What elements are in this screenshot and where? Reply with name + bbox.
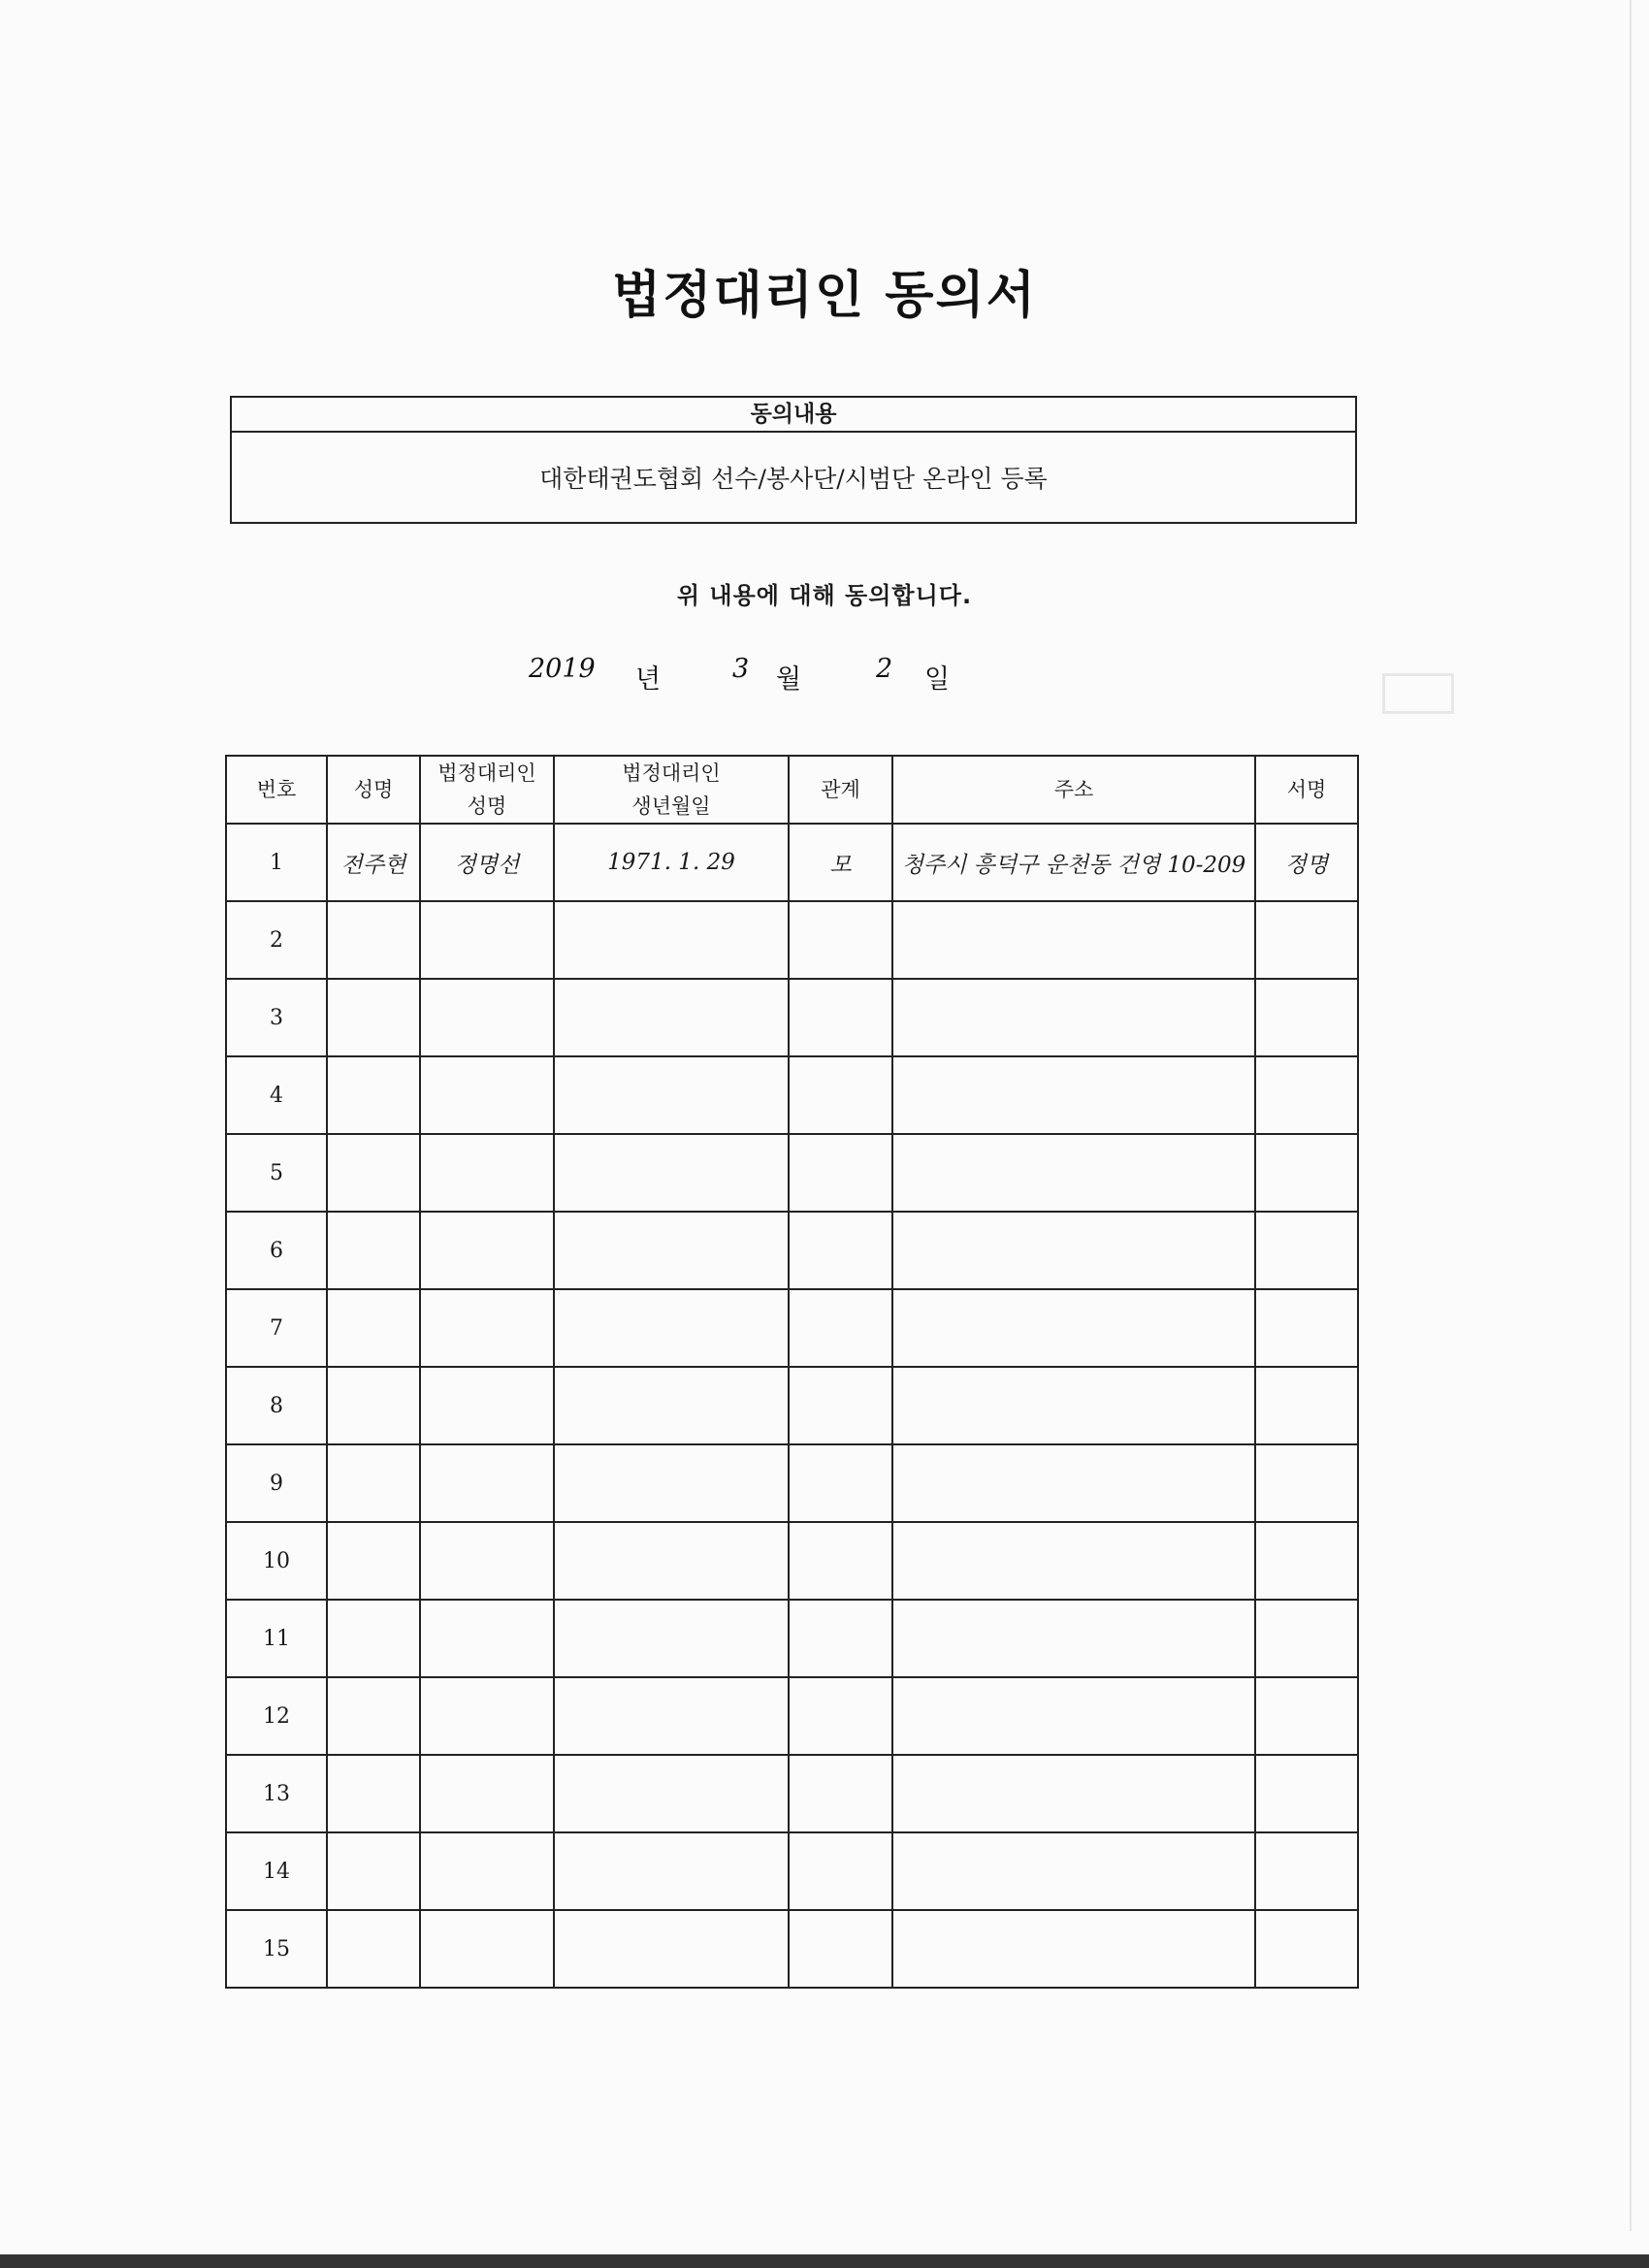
table-row xyxy=(226,1212,1358,1289)
table-row xyxy=(226,1522,1358,1600)
cell-no: 13 xyxy=(226,1755,327,1832)
cell-signature xyxy=(1255,1212,1358,1289)
date-month-handwritten: 3 xyxy=(732,654,750,684)
cell-signature xyxy=(1255,1289,1358,1367)
table-row xyxy=(226,1600,1358,1677)
cell-guardian-birth xyxy=(554,1056,789,1134)
cell-signature xyxy=(1255,1600,1358,1677)
cell-name xyxy=(327,1212,420,1289)
cell-guardian-birth xyxy=(554,979,789,1056)
cell-guardian-name xyxy=(420,1600,554,1677)
cell-name xyxy=(327,1367,420,1444)
cell-guardian-birth xyxy=(554,1289,789,1367)
cell-signature: 정명 xyxy=(1255,824,1358,901)
cell-guardian-name xyxy=(420,1832,554,1910)
cell-address xyxy=(892,1289,1255,1367)
cell-relation xyxy=(789,1755,892,1832)
cell-name xyxy=(327,1910,420,1988)
cell-relation xyxy=(789,1212,892,1289)
consent-text: 대한태권도협회 선수/봉사단/시범단 온라인 등록 xyxy=(539,465,1048,493)
table-row xyxy=(226,1444,1358,1522)
date-year-handwritten: 2019 xyxy=(529,654,596,684)
cell-guardian-name xyxy=(420,1289,554,1367)
cell-relation: 모 xyxy=(789,824,892,901)
cell-signature xyxy=(1255,1755,1358,1832)
cell-relation xyxy=(789,901,892,979)
cell-guardian-birth xyxy=(554,1755,789,1832)
table-row xyxy=(226,979,1358,1056)
date-year-label: 년 xyxy=(635,664,662,695)
cell-no: 14 xyxy=(226,1832,327,1910)
consent-box xyxy=(230,396,1357,524)
cell-guardian-birth xyxy=(554,1212,789,1289)
cell-address xyxy=(892,1134,1255,1212)
cell-address xyxy=(892,1910,1255,1988)
cell-name xyxy=(327,1832,420,1910)
header-guardian-name: 법정대리인 성명 xyxy=(420,756,554,824)
cell-name xyxy=(327,1677,420,1755)
header-guardian-birth: 법정대리인 생년월일 xyxy=(554,756,789,824)
cell-relation xyxy=(789,1910,892,1988)
cell-no: 10 xyxy=(226,1522,327,1600)
cell-guardian-birth xyxy=(554,1832,789,1910)
cell-guardian-name xyxy=(420,1367,554,1444)
cell-address xyxy=(892,1367,1255,1444)
cell-signature xyxy=(1255,1056,1358,1134)
cell-no: 2 xyxy=(226,901,327,979)
cell-guardian-name xyxy=(420,1444,554,1522)
cell-name xyxy=(327,1134,420,1212)
cell-relation xyxy=(789,1367,892,1444)
table-header-row xyxy=(226,756,1358,824)
cell-signature xyxy=(1255,979,1358,1056)
cell-guardian-birth xyxy=(554,1444,789,1522)
cell-name xyxy=(327,1289,420,1367)
cell-relation xyxy=(789,1832,892,1910)
table-row xyxy=(226,1755,1358,1832)
document-title: 법정대리인 동의서 xyxy=(612,267,1037,325)
cell-no: 6 xyxy=(226,1212,327,1289)
cell-address xyxy=(892,1755,1255,1832)
cell-no: 8 xyxy=(226,1367,327,1444)
cell-address xyxy=(892,1522,1255,1600)
cell-address xyxy=(892,901,1255,979)
cell-address xyxy=(892,979,1255,1056)
table-row xyxy=(226,824,1358,901)
page-edge-bottom xyxy=(0,2254,1649,2268)
consent-header: 동의내용 xyxy=(232,398,1355,433)
cell-signature xyxy=(1255,1444,1358,1522)
cell-guardian-name: 정명선 xyxy=(420,824,554,901)
table-row xyxy=(226,1367,1358,1444)
date-day-handwritten: 2 xyxy=(876,654,893,684)
cell-guardian-name xyxy=(420,1677,554,1755)
cell-name xyxy=(327,1522,420,1600)
cell-guardian-name xyxy=(420,1522,554,1600)
cell-relation xyxy=(789,1522,892,1600)
cell-address: 청주시 흥덕구 운천동 건영 10-209 xyxy=(892,824,1255,901)
cell-relation xyxy=(789,1444,892,1522)
cell-guardian-name xyxy=(420,979,554,1056)
table-row xyxy=(226,1056,1358,1134)
cell-signature xyxy=(1255,1367,1358,1444)
cell-no: 9 xyxy=(226,1444,327,1522)
header-no: 번호 xyxy=(226,756,327,824)
cell-signature xyxy=(1255,901,1358,979)
cell-relation xyxy=(789,1056,892,1134)
cell-guardian-birth xyxy=(554,1522,789,1600)
cell-signature xyxy=(1255,1134,1358,1212)
cell-signature xyxy=(1255,1522,1358,1600)
cell-relation xyxy=(789,1600,892,1677)
cell-name xyxy=(327,1755,420,1832)
table-row xyxy=(226,1832,1358,1910)
table-row xyxy=(226,1910,1358,1988)
cell-relation xyxy=(789,1134,892,1212)
cell-address xyxy=(892,1444,1255,1522)
cell-guardian-name xyxy=(420,901,554,979)
cell-guardian-birth xyxy=(554,1134,789,1212)
date-month-label: 월 xyxy=(776,664,802,695)
table-row xyxy=(226,1677,1358,1755)
cell-relation xyxy=(789,979,892,1056)
cell-address xyxy=(892,1056,1255,1134)
table-row xyxy=(226,1289,1358,1367)
table-body xyxy=(226,824,1358,1988)
cell-guardian-birth xyxy=(554,901,789,979)
cell-address xyxy=(892,1212,1255,1289)
cell-guardian-birth xyxy=(554,1910,789,1988)
cell-guardian-name xyxy=(420,1212,554,1289)
cell-no: 12 xyxy=(226,1677,327,1755)
cell-guardian-birth: 1971. 1. 29 xyxy=(554,824,789,901)
cell-name xyxy=(327,1056,420,1134)
cell-guardian-name xyxy=(420,1134,554,1212)
date-day-label: 일 xyxy=(924,664,951,695)
cell-address xyxy=(892,1600,1255,1677)
guardian-table xyxy=(225,755,1359,1989)
cell-guardian-birth xyxy=(554,1600,789,1677)
header-signature: 서명 xyxy=(1255,756,1358,824)
cell-name xyxy=(327,901,420,979)
cell-no: 5 xyxy=(226,1134,327,1212)
cell-no: 11 xyxy=(226,1600,327,1677)
cell-no: 15 xyxy=(226,1910,327,1988)
page-edge xyxy=(1630,0,1632,2231)
cell-guardian-name xyxy=(420,1910,554,1988)
cell-name xyxy=(327,1600,420,1677)
bleed-through-mark xyxy=(1382,673,1454,714)
table-row xyxy=(226,1134,1358,1212)
header-relation: 관계 xyxy=(789,756,892,824)
cell-relation xyxy=(789,1677,892,1755)
cell-guardian-name xyxy=(420,1755,554,1832)
header-name: 성명 xyxy=(327,756,420,824)
cell-guardian-birth xyxy=(554,1367,789,1444)
cell-guardian-birth xyxy=(554,1677,789,1755)
cell-relation xyxy=(789,1289,892,1367)
cell-no: 1 xyxy=(226,824,327,901)
cell-signature xyxy=(1255,1832,1358,1910)
cell-no: 4 xyxy=(226,1056,327,1134)
cell-name: 전주현 xyxy=(327,824,420,901)
cell-no: 3 xyxy=(226,979,327,1056)
cell-address xyxy=(892,1832,1255,1910)
table-row xyxy=(226,901,1358,979)
cell-name xyxy=(327,979,420,1056)
agree-statement: 위 내용에 대해 동의합니다. xyxy=(676,582,973,609)
header-address: 주소 xyxy=(892,756,1255,824)
cell-signature xyxy=(1255,1910,1358,1988)
cell-name xyxy=(327,1444,420,1522)
cell-address xyxy=(892,1677,1255,1755)
cell-no: 7 xyxy=(226,1289,327,1367)
cell-signature xyxy=(1255,1677,1358,1755)
cell-guardian-name xyxy=(420,1056,554,1134)
